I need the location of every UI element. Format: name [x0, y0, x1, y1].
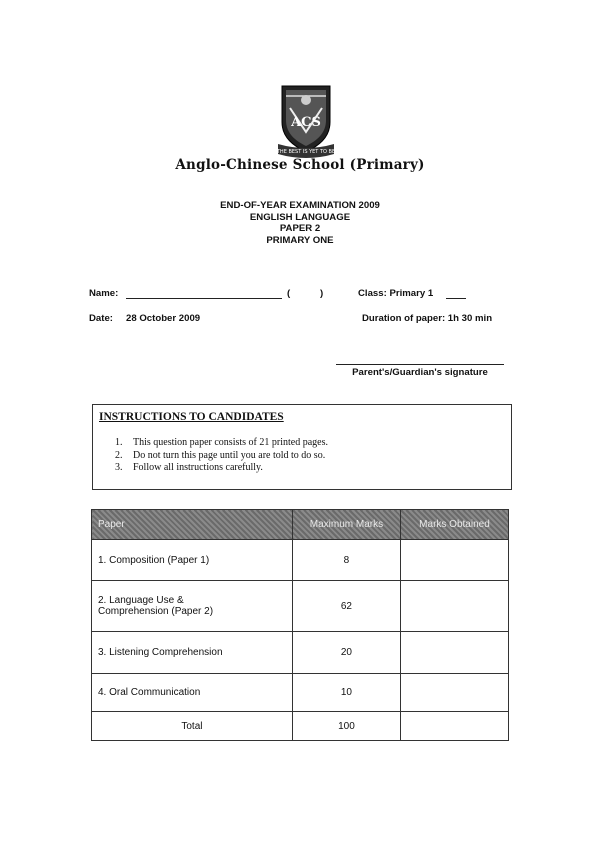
instruction-item: 3. Follow all instructions carefully. — [115, 462, 263, 473]
exam-heading — [0, 200, 600, 246]
paper-cell: 4. Oral Communication — [92, 674, 293, 712]
exam-title: END-OF-YEAR EXAMINATION 2009 — [220, 200, 380, 211]
signature-field[interactable] — [336, 364, 504, 365]
date-label: Date: — [89, 313, 113, 324]
signature-label: Parent's/Guardian's signature — [352, 367, 488, 378]
instruction-item: 2. Do not turn this page until you are told to do so. — [115, 449, 326, 461]
header-marks-obtained: Marks Obtained — [400, 510, 508, 540]
instructions-box — [92, 404, 512, 490]
paper-cell — [92, 581, 293, 632]
marks-obtained-cell[interactable] — [400, 632, 508, 674]
max-marks-cell: 62 — [292, 581, 400, 632]
table-row — [92, 674, 509, 712]
svg-text:THE BEST IS YET TO BE — [276, 149, 335, 155]
exam-subject: ENGLISH LANGUAGE — [249, 211, 351, 223]
instruction-item: 1. This question paper consists of 21 printed pages. — [115, 437, 328, 448]
school-name: Anglo-Chinese School (Primary) — [175, 157, 425, 173]
header-maximum-marks: Maximum Marks — [292, 510, 400, 540]
max-marks-cell: 10 — [292, 674, 400, 712]
class-label: Class: Primary 1 — [358, 288, 434, 299]
class-field[interactable] — [446, 298, 466, 299]
table-row — [92, 632, 509, 674]
paper-cell: 3. Listening Comprehension — [92, 632, 293, 674]
instructions-list — [115, 437, 328, 475]
exam-paper: PAPER 2 — [279, 223, 321, 234]
crest-letters: ACS — [291, 115, 321, 130]
school-crest — [276, 82, 336, 160]
instructions-title: INSTRUCTIONS TO CANDIDATES — [99, 411, 284, 423]
duration-text: Duration of paper: 1h 30 min — [362, 313, 493, 324]
total-row — [92, 712, 509, 741]
register-open: ( — [287, 288, 291, 299]
paper-line: 2. Language Use & — [98, 595, 184, 606]
header-paper: Paper — [92, 510, 293, 540]
date-value: 28 October 2009 — [126, 313, 201, 324]
paper-line: Comprehension (Paper 2) — [98, 606, 214, 617]
max-marks-cell: 20 — [292, 632, 400, 674]
exam-level: PRIMARY ONE — [266, 234, 334, 246]
table-row — [92, 581, 509, 632]
table-header-row — [92, 510, 509, 540]
total-marks-obtained[interactable] — [400, 712, 508, 741]
table-row — [92, 540, 509, 581]
total-max-marks: 100 — [292, 712, 400, 741]
name-label: Name: — [89, 288, 119, 299]
crest-motto: THE BEST IS YET TO BE — [276, 149, 336, 155]
paper-cell: 1. Composition (Paper 1) — [92, 540, 293, 581]
name-field[interactable] — [126, 298, 282, 299]
register-close: ) — [320, 288, 324, 299]
svg-text:ACS — [290, 115, 321, 130]
marks-obtained-cell[interactable] — [400, 674, 508, 712]
marks-table — [91, 509, 509, 741]
marks-obtained-cell[interactable] — [400, 581, 508, 632]
max-marks-cell: 8 — [292, 540, 400, 581]
marks-obtained-cell[interactable] — [400, 540, 508, 581]
total-label: Total — [92, 712, 293, 741]
